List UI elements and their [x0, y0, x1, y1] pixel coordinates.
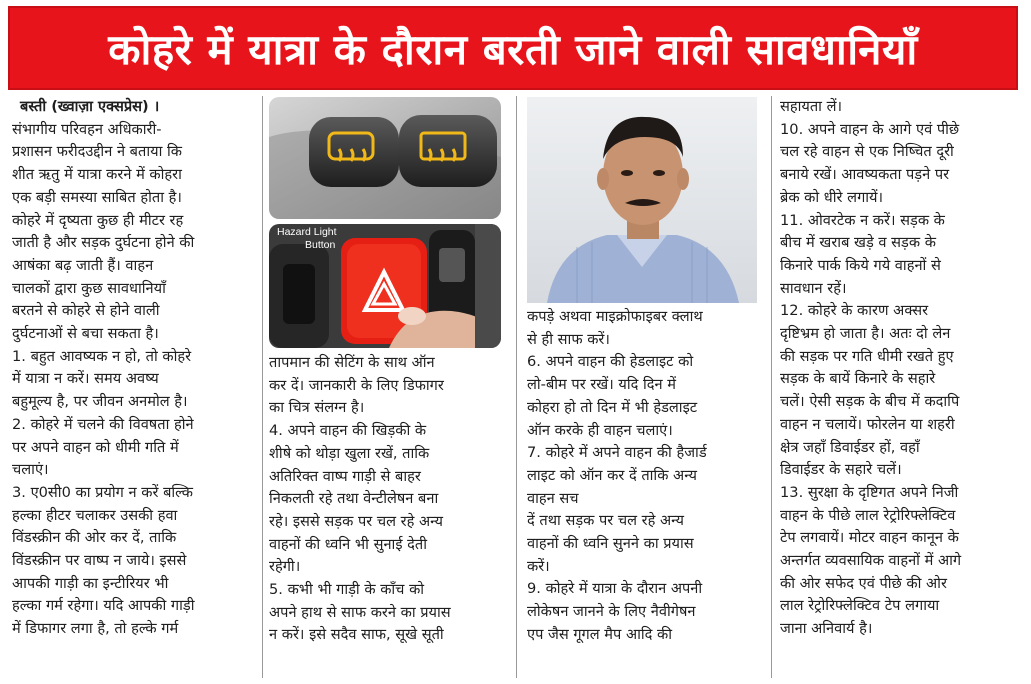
text-line: संभागीय परिवहन अधिकारी- [12, 120, 162, 138]
text-line: शीत ऋतु में यात्रा करने में कोहरा [12, 166, 182, 184]
headline: कोहरे में यात्रा के दौरान बरती जाने वाली सावधानियाँ [108, 24, 918, 74]
text-line: दें तथा सड़क पर चल रहे अन्य [527, 512, 684, 530]
text-line: 4. अपने वाहन की खिड़की के [269, 422, 427, 440]
text-line: लोकेषन जानने के लिए नैवीगेषन [527, 603, 696, 621]
text-line: हल्का हीटर चलाकर उसकी हवा [12, 506, 178, 524]
article-column-4 [780, 96, 1020, 641]
text-line: बहुमूल्य है, पर जीवन अनमोल है। [12, 393, 188, 411]
text-line: लाइट को ऑन कर दें ताकि अन्य [527, 466, 697, 484]
text-line: 11. ओवरटेक न करें। सड़क के [780, 211, 945, 229]
text-line: कपड़े अथवा माइक्रोफाइबर क्लाथ [527, 308, 703, 325]
text-line: अन्तर्गत व्यवसायिक वाहनों में आगे [780, 552, 962, 570]
text-line: चलें। ऐसी सड़क के बीच में कदापि [780, 393, 960, 411]
text-line: से ही साफ करें। [527, 330, 610, 348]
text-line: लो-बीम पर रखें। यदि दिन में [527, 376, 677, 394]
column-1-text [12, 119, 254, 641]
text-line: न करें। इसे सदैव साफ, सूखे सूती [269, 626, 444, 644]
text-line: कर दें। जानकारी के लिए डिफागर [269, 376, 444, 394]
text-line: 10. अपने वाहन के आगे एवं पीछे [780, 120, 960, 138]
text-line: 1. बहुत आवष्यक न हो, तो कोहरे [12, 347, 192, 365]
text-line: चालकों द्वारा कुछ सावधानियाँ [12, 279, 166, 297]
text-line: वाहनों की ध्वनि भी सुनाई देती [269, 535, 427, 553]
hazard-caption [277, 226, 337, 252]
text-line: निकलती रहे तथा वेन्टीलेषन बना [269, 490, 439, 508]
text-line: की सड़क पर गति धीमी रखते हुए [780, 347, 954, 365]
text-line: क्षेत्र जहाँ डिवाईडर हों, वहाँ [780, 438, 920, 456]
text-line: चलाएं। [12, 461, 49, 479]
text-line: विंडस्क्रीन पर वाष्प न जाये। इससे [12, 552, 187, 570]
text-line: वाहन सच [527, 489, 579, 507]
text-line: दृष्टिभ्रम हो जाता है। अतः दो लेन [780, 325, 951, 343]
text-line: अतिरिक्त वाष्प गाड़ी से बाहर [269, 467, 421, 485]
text-line: 5. कभी भी गाड़ी के काँच को [269, 581, 425, 599]
text-line: 13. सुरक्षा के दृष्टिगत अपने निजी [780, 483, 959, 501]
text-line: बनाये रखें। आवष्यकता पड़ने पर [780, 166, 950, 184]
officer-portrait-photo [527, 97, 757, 303]
text-line: लाल रेट्रोरिफ्लेक्टिव टेप लगाया [780, 597, 940, 615]
text-line: तापमान की सेटिंग के साथ ऑन [269, 354, 435, 371]
hazard-caption-line-1: Hazard Light [277, 226, 337, 238]
article-column-2 [269, 352, 505, 647]
text-line: वाहन के पीछे लाल रेट्रोरिफ्लेक्टिव [780, 506, 956, 524]
column-divider [771, 96, 772, 678]
text-line: अपने हाथ से साफ करने का प्रयास [269, 603, 451, 621]
text-line: आपकी गाड़ी का इन्टीरियर भी [12, 574, 169, 592]
text-line: किनारे पार्क किये गये वाहनों से [780, 256, 941, 274]
text-line: विंडस्क्रीन की ओर कर दें, ताकि [12, 529, 177, 547]
text-line: 7. कोहरे में अपने वाहन की हैजार्ड [527, 444, 707, 462]
text-line: बरतने से कोहरे से होने वाली [12, 302, 160, 320]
text-line: हल्का गर्म रहेगा। यदि आपकी गाड़ी [12, 597, 195, 615]
text-line: आषंका बढ़ जाती हैं। वाहन [12, 256, 154, 274]
text-line: 6. अपने वाहन की हेडलाइट को [527, 353, 694, 371]
text-line: में यात्रा न करें। समय अवष्य [12, 370, 159, 388]
text-line: जाती है और सड़क दुर्घटना होने की [12, 234, 195, 252]
text-line: टेप लगवायें। मोटर वाहन कानून के [780, 529, 959, 547]
text-line: शीषे को थोड़ा खुला रखें, ताकि [269, 444, 430, 462]
hazard-caption-line-2: Button [305, 239, 336, 251]
text-line: एप जैस गूगल मैप आदि की [527, 625, 673, 643]
article-column-3 [527, 306, 759, 647]
text-line: ऑन करके ही वाहन चलाएं। [527, 421, 673, 439]
column-divider [262, 96, 263, 678]
text-line: की ओर सफेद एवं पीछे की ओर [780, 574, 947, 592]
text-line: कोहरे में दृष्यता कुछ ही मीटर रह [12, 211, 184, 229]
defogger-buttons-photo [269, 97, 501, 219]
column-divider [516, 96, 517, 678]
text-line: वाहन न चलायें। फोरलेन या शहरी [780, 415, 955, 433]
text-line: का चित्र संलग्न है। [269, 399, 365, 417]
text-line: सड़क के बायें किनारे के सहारे [780, 370, 936, 388]
column-4-text [780, 96, 1020, 641]
text-line: वाहनों की ध्वनि सुनने का प्रयास [527, 535, 694, 553]
text-line: डिवाईडर के सहारे चलें। [780, 461, 902, 479]
column-2-text [269, 352, 505, 647]
article-column-1 [12, 96, 254, 641]
text-line: 9. कोहरे में यात्रा के दौरान अपनी [527, 580, 703, 598]
text-line: दुर्घटनाओं से बचा सकता है। [12, 325, 159, 343]
text-line: एक बड़ी समस्या साबित होता है। [12, 188, 182, 206]
text-line: 2. कोहरे में चलने की विवषता होने [12, 415, 194, 433]
text-line: में डिफागर लगा है, तो हल्के गर्म [12, 620, 179, 638]
text-line: 12. कोहरे के कारण अक्सर [780, 302, 929, 320]
column-3-text [527, 306, 759, 647]
text-line: बीच में खराब खड़े व सड़क के [780, 234, 936, 252]
text-line: प्रशासन फरीदउद्दीन ने बताया कि [12, 143, 182, 161]
text-line: पर अपने वाहन को धीमी गति में [12, 438, 179, 456]
text-line: 3. ए0सी0 का प्रयोग न करें बल्कि [12, 483, 193, 501]
text-line: रहे। इससे सड़क पर चल रहे अन्य [269, 512, 443, 530]
text-line: सावधान रहें। [780, 279, 847, 297]
text-line: सहायता लें। [780, 98, 843, 115]
hazard-button-photo [269, 224, 501, 348]
text-line: कोहरा हो तो दिन में भी हेडलाइट [527, 398, 698, 416]
headline-banner [8, 6, 1018, 90]
text-line: करें। [527, 557, 550, 575]
text-line: ब्रेक को धीरे लगायें। [780, 188, 884, 206]
text-line: जाना अनिवार्य है। [780, 620, 873, 638]
text-line: रहेगी। [269, 558, 301, 576]
dateline: बस्ती (ख्वाज़ा एक्सप्रेस) । [20, 98, 160, 115]
text-line: चल रहे वाहन से एक निष्चित दूरी [780, 143, 954, 161]
